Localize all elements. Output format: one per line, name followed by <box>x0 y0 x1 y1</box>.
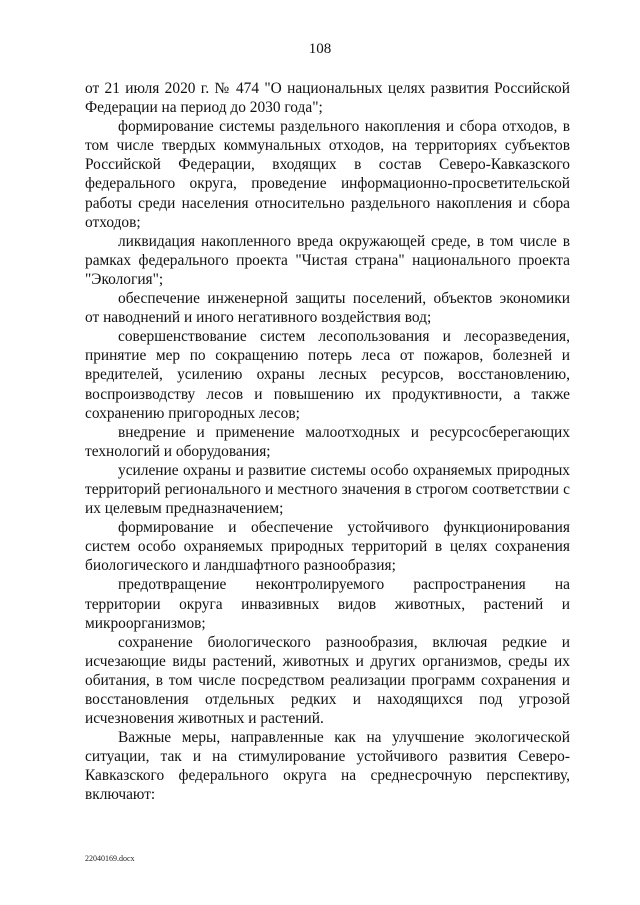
list-item-biodiversity: сохранение биологического разнообразия, включая редкие и исчезающие виды растений, животных и других организмов, среды их обитания, в том числе посредством реализации программ сохранения и восстановления отдельных редких и находящихся под угрозой исчезновения животных и растений. <box>85 633 570 728</box>
list-item-invasive-species: предотвращение неконтролируемого распространения на территории округа инвазивных видов животных, растений и микроорганизмов; <box>85 576 570 632</box>
list-item-flood-protection: обеспечение инженерной защиты поселений, объектов экономики от наводнений и иного негативного воздействия вод; <box>85 290 570 327</box>
paragraph-continuation: от 21 июля 2020 г. № 474 "О национальных целях развития Российской Федерации на период до 2030 года"; <box>85 80 570 117</box>
list-item-accumulated-harm: ликвидация накопленного вреда окружающей среде, в том числе в рамках федерального проекта "Чистая страна" национального проекта "Экология"; <box>85 232 570 288</box>
document-filename: 22040169.docx <box>85 854 135 863</box>
page-number: 108 <box>308 41 332 57</box>
list-item-forest-management: совершенствование систем лесопользования и лесоразведения, принятие мер по сокращению потерь леса от пожаров, болезней и вредителей, усилению охраны лесных ресурсов, восстановлению, воспроизводству лесов и повышению их продуктивности, а также сохранению пригородных лесов; <box>85 328 570 422</box>
list-item-protected-areas-systems: формирование и обеспечение устойчивого функционирования систем особо охраняемых природных территорий в целях сохранения биологического и ландшафтного разнообразия; <box>85 519 570 575</box>
document-body <box>85 79 570 805</box>
list-item-low-waste-tech: внедрение и применение малоотходных и ресурсосберегающих технологий и оборудования; <box>85 423 570 460</box>
list-item-waste-collection: формирование системы раздельного накопления и сбора отходов, в том числе твердых коммунальных отходов, на территориях субъектов Российской Федерации, входящих в состав Северо-Кавказского федерального округа, проведение информационно-просветительской работы среди населения относительно раздельного накопления и сбора отходов; <box>85 118 570 231</box>
paragraph-important-measures: Важные меры, направленные как на улучшение экологической ситуации, так и на стимулирование устойчивого развития Северо-Кавказского федерального округа на среднесрочную перспективу, включают: <box>85 729 570 804</box>
list-item-protected-areas-regional: усиление охраны и развитие системы особо охраняемых природных территорий регионального и местного значения в строгом соответствии с их целевым предназначением; <box>85 461 570 518</box>
